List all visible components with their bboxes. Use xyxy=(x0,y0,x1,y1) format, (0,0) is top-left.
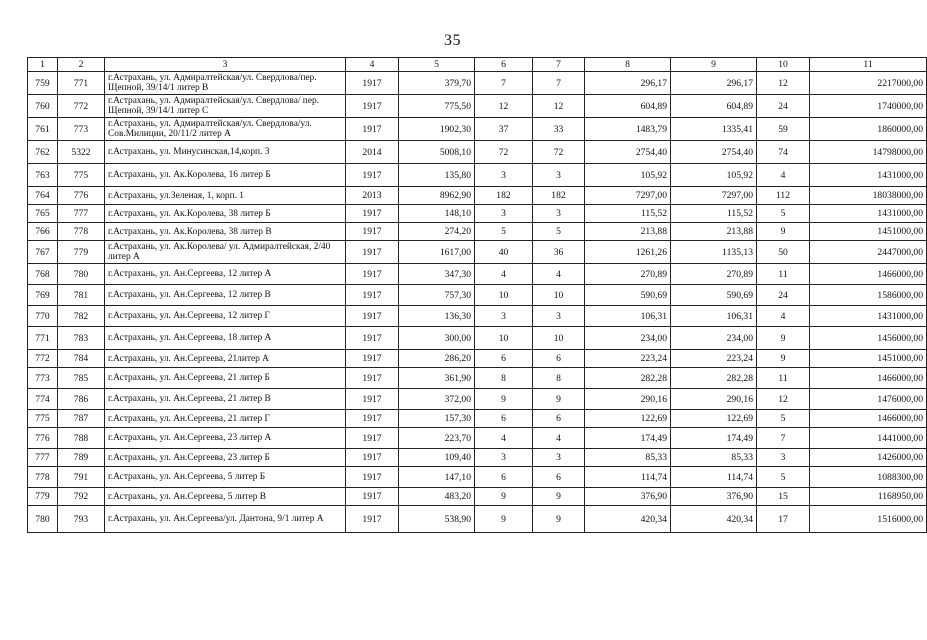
col6-count-cell: 5 xyxy=(475,223,533,241)
column-header: 8 xyxy=(585,58,671,72)
col8-area-cell: 174,49 xyxy=(585,428,671,449)
registry-number-cell: 791 xyxy=(58,467,105,488)
total-area-cell: 300,00 xyxy=(399,327,475,350)
col8-area-cell: 1261,26 xyxy=(585,241,671,264)
total-area-cell: 372,00 xyxy=(399,389,475,410)
amount-cell: 1466000,00 xyxy=(810,410,927,428)
col7-count-cell: 7 xyxy=(533,72,585,95)
total-area-cell: 1902,30 xyxy=(399,118,475,141)
amount-cell: 1431000,00 xyxy=(810,306,927,327)
address-cell: г.Астрахань, ул. Ан.Сергеева/ул. Дантона, 9/1 литер А xyxy=(105,506,346,533)
address-cell: г.Астрахань, ул. Адмиралтейская/ул. Свердлова/ пер. Щепной, 39/14/1 литер С xyxy=(105,95,346,118)
col8-area-cell: 223,24 xyxy=(585,350,671,368)
total-area-cell: 286,20 xyxy=(399,350,475,368)
col7-count-cell: 10 xyxy=(533,327,585,350)
amount-cell: 1426000,00 xyxy=(810,449,927,467)
col8-area-cell: 420,34 xyxy=(585,506,671,533)
table-row xyxy=(28,141,927,164)
amount-cell: 1456000,00 xyxy=(810,327,927,350)
total-area-cell: 361,90 xyxy=(399,368,475,389)
col7-count-cell: 10 xyxy=(533,285,585,306)
col8-area-cell: 1483,79 xyxy=(585,118,671,141)
col9-area-cell: 85,33 xyxy=(671,449,757,467)
col7-count-cell: 33 xyxy=(533,118,585,141)
col7-count-cell: 8 xyxy=(533,368,585,389)
total-area-cell: 136,30 xyxy=(399,306,475,327)
row-number-cell: 760 xyxy=(28,95,58,118)
table-row xyxy=(28,264,927,285)
address-cell: г.Астрахань, ул. Ан.Сергеева, 21литер А xyxy=(105,350,346,368)
address-cell: г.Астрахань, ул. Адмиралтейская/ул. Свердлова/пер. Щепной, 39/14/1 литер В xyxy=(105,72,346,95)
table-row xyxy=(28,350,927,368)
table-row xyxy=(28,506,927,533)
year-built-cell: 1917 xyxy=(346,241,399,264)
amount-cell: 1451000,00 xyxy=(810,350,927,368)
total-area-cell: 538,90 xyxy=(399,506,475,533)
col6-count-cell: 37 xyxy=(475,118,533,141)
row-number-cell: 779 xyxy=(28,488,58,506)
column-header: 11 xyxy=(810,58,927,72)
page-number: 35 xyxy=(444,32,461,49)
amount-cell: 2217000,00 xyxy=(810,72,927,95)
col6-count-cell: 6 xyxy=(475,350,533,368)
table-row xyxy=(28,488,927,506)
col9-area-cell: 174,49 xyxy=(671,428,757,449)
total-area-cell: 757,30 xyxy=(399,285,475,306)
year-built-cell: 1917 xyxy=(346,72,399,95)
address-cell: г.Астрахань, ул. Ан.Сергеева, 12 литер В xyxy=(105,285,346,306)
col10-count-cell: 5 xyxy=(757,467,810,488)
column-header: 1 xyxy=(28,58,58,72)
row-number-cell: 771 xyxy=(28,327,58,350)
col9-area-cell: 290,16 xyxy=(671,389,757,410)
table-row xyxy=(28,327,927,350)
address-cell: г.Астрахань, ул. Минусинская,14,корп. 3 xyxy=(105,141,346,164)
address-cell: г.Астрахань, ул. Ан.Сергеева, 21 литер В xyxy=(105,389,346,410)
row-number-cell: 768 xyxy=(28,264,58,285)
col10-count-cell: 9 xyxy=(757,350,810,368)
row-number-cell: 763 xyxy=(28,164,58,187)
total-area-cell: 157,30 xyxy=(399,410,475,428)
address-cell: г.Астрахань, ул. Ак.Королева, 38 литер Б xyxy=(105,205,346,223)
col10-count-cell: 50 xyxy=(757,241,810,264)
col7-count-cell: 3 xyxy=(533,164,585,187)
table-row xyxy=(28,410,927,428)
col9-area-cell: 122,69 xyxy=(671,410,757,428)
col10-count-cell: 11 xyxy=(757,264,810,285)
column-header: 2 xyxy=(58,58,105,72)
column-header: 6 xyxy=(475,58,533,72)
amount-cell: 1441000,00 xyxy=(810,428,927,449)
year-built-cell: 1917 xyxy=(346,389,399,410)
column-header: 4 xyxy=(346,58,399,72)
col9-area-cell: 7297,00 xyxy=(671,187,757,205)
table-row xyxy=(28,449,927,467)
col6-count-cell: 3 xyxy=(475,306,533,327)
registry-number-cell: 784 xyxy=(58,350,105,368)
year-built-cell: 1917 xyxy=(346,95,399,118)
col9-area-cell: 223,24 xyxy=(671,350,757,368)
year-built-cell: 1917 xyxy=(346,306,399,327)
col7-count-cell: 36 xyxy=(533,241,585,264)
amount-cell: 1740000,00 xyxy=(810,95,927,118)
col10-count-cell: 5 xyxy=(757,205,810,223)
year-built-cell: 1917 xyxy=(346,410,399,428)
column-number-row xyxy=(28,58,927,72)
col10-count-cell: 5 xyxy=(757,410,810,428)
col9-area-cell: 1135,13 xyxy=(671,241,757,264)
total-area-cell: 148,10 xyxy=(399,205,475,223)
col10-count-cell: 9 xyxy=(757,327,810,350)
col8-area-cell: 106,31 xyxy=(585,306,671,327)
registry-number-cell: 792 xyxy=(58,488,105,506)
col10-count-cell: 17 xyxy=(757,506,810,533)
col7-count-cell: 9 xyxy=(533,389,585,410)
row-number-cell: 765 xyxy=(28,205,58,223)
year-built-cell: 2014 xyxy=(346,141,399,164)
col7-count-cell: 12 xyxy=(533,95,585,118)
year-built-cell: 1917 xyxy=(346,264,399,285)
col10-count-cell: 9 xyxy=(757,223,810,241)
table-row xyxy=(28,118,927,141)
col8-area-cell: 115,52 xyxy=(585,205,671,223)
row-number-cell: 767 xyxy=(28,241,58,264)
col10-count-cell: 24 xyxy=(757,285,810,306)
registry-number-cell: 788 xyxy=(58,428,105,449)
year-built-cell: 1917 xyxy=(346,327,399,350)
col7-count-cell: 4 xyxy=(533,264,585,285)
registry-number-cell: 773 xyxy=(58,118,105,141)
amount-cell: 1516000,00 xyxy=(810,506,927,533)
col7-count-cell: 72 xyxy=(533,141,585,164)
address-cell: г.Астрахань, ул.Зеленая, 1, корп. 1 xyxy=(105,187,346,205)
col6-count-cell: 3 xyxy=(475,205,533,223)
total-area-cell: 775,50 xyxy=(399,95,475,118)
col7-count-cell: 6 xyxy=(533,350,585,368)
address-cell: г.Астрахань, ул. Ак.Королева, 38 литер В xyxy=(105,223,346,241)
col8-area-cell: 296,17 xyxy=(585,72,671,95)
row-number-cell: 777 xyxy=(28,449,58,467)
column-header: 10 xyxy=(757,58,810,72)
amount-cell: 1431000,00 xyxy=(810,205,927,223)
amount-cell: 14798000,00 xyxy=(810,141,927,164)
col6-count-cell: 3 xyxy=(475,449,533,467)
registry-number-cell: 789 xyxy=(58,449,105,467)
col7-count-cell: 5 xyxy=(533,223,585,241)
col10-count-cell: 15 xyxy=(757,488,810,506)
col8-area-cell: 270,89 xyxy=(585,264,671,285)
col8-area-cell: 213,88 xyxy=(585,223,671,241)
col6-count-cell: 9 xyxy=(475,488,533,506)
col10-count-cell: 12 xyxy=(757,72,810,95)
year-built-cell: 1917 xyxy=(346,205,399,223)
col8-area-cell: 234,00 xyxy=(585,327,671,350)
col9-area-cell: 420,34 xyxy=(671,506,757,533)
col10-count-cell: 4 xyxy=(757,164,810,187)
table-row xyxy=(28,95,927,118)
row-number-cell: 773 xyxy=(28,368,58,389)
total-area-cell: 347,30 xyxy=(399,264,475,285)
address-cell: г.Астрахань, ул. Ан.Сергеева, 23 литер Б xyxy=(105,449,346,467)
year-built-cell: 2013 xyxy=(346,187,399,205)
col10-count-cell: 3 xyxy=(757,449,810,467)
column-header: 3 xyxy=(105,58,346,72)
col6-count-cell: 182 xyxy=(475,187,533,205)
col6-count-cell: 9 xyxy=(475,389,533,410)
col8-area-cell: 122,69 xyxy=(585,410,671,428)
row-number-cell: 776 xyxy=(28,428,58,449)
amount-cell: 2447000,00 xyxy=(810,241,927,264)
row-number-cell: 759 xyxy=(28,72,58,95)
total-area-cell: 1617,00 xyxy=(399,241,475,264)
total-area-cell: 379,70 xyxy=(399,72,475,95)
col6-count-cell: 72 xyxy=(475,141,533,164)
table-row xyxy=(28,306,927,327)
year-built-cell: 1917 xyxy=(346,368,399,389)
address-cell: г.Астрахань, ул. Ан.Сергеева, 5 литер В xyxy=(105,488,346,506)
col6-count-cell: 8 xyxy=(475,368,533,389)
col8-area-cell: 114,74 xyxy=(585,467,671,488)
table-row xyxy=(28,368,927,389)
registry-number-cell: 783 xyxy=(58,327,105,350)
year-built-cell: 1917 xyxy=(346,350,399,368)
row-number-cell: 774 xyxy=(28,389,58,410)
col9-area-cell: 604,89 xyxy=(671,95,757,118)
registry-number-cell: 786 xyxy=(58,389,105,410)
registry-number-cell: 780 xyxy=(58,264,105,285)
table-row xyxy=(28,428,927,449)
table-row xyxy=(28,285,927,306)
col9-area-cell: 115,52 xyxy=(671,205,757,223)
address-cell: г.Астрахань, ул. Ак.Королева/ ул. Адмиралтейская, 2/40 литер А xyxy=(105,241,346,264)
col6-count-cell: 7 xyxy=(475,72,533,95)
address-cell: г.Астрахань, ул. Ан.Сергеева, 21 литер Г xyxy=(105,410,346,428)
col7-count-cell: 6 xyxy=(533,410,585,428)
col9-area-cell: 105,92 xyxy=(671,164,757,187)
amount-cell: 18038000,00 xyxy=(810,187,927,205)
col9-area-cell: 282,28 xyxy=(671,368,757,389)
col9-area-cell: 376,90 xyxy=(671,488,757,506)
table-row xyxy=(28,187,927,205)
registry-number-cell: 771 xyxy=(58,72,105,95)
row-number-cell: 766 xyxy=(28,223,58,241)
table-row xyxy=(28,72,927,95)
col9-area-cell: 106,31 xyxy=(671,306,757,327)
amount-cell: 1466000,00 xyxy=(810,264,927,285)
year-built-cell: 1917 xyxy=(346,467,399,488)
col8-area-cell: 282,28 xyxy=(585,368,671,389)
table-row xyxy=(28,241,927,264)
row-number-cell: 762 xyxy=(28,141,58,164)
total-area-cell: 483,20 xyxy=(399,488,475,506)
total-area-cell: 109,40 xyxy=(399,449,475,467)
amount-cell: 1168950,00 xyxy=(810,488,927,506)
col10-count-cell: 4 xyxy=(757,306,810,327)
col6-count-cell: 4 xyxy=(475,264,533,285)
amount-cell: 1451000,00 xyxy=(810,223,927,241)
col10-count-cell: 59 xyxy=(757,118,810,141)
col9-area-cell: 590,69 xyxy=(671,285,757,306)
housing-register-table xyxy=(27,57,927,533)
amount-cell: 1466000,00 xyxy=(810,368,927,389)
col10-count-cell: 74 xyxy=(757,141,810,164)
col9-area-cell: 296,17 xyxy=(671,72,757,95)
year-built-cell: 1917 xyxy=(346,164,399,187)
col6-count-cell: 10 xyxy=(475,285,533,306)
address-cell: г.Астрахань, ул. Ан.Сергеева, 12 литер Г xyxy=(105,306,346,327)
col7-count-cell: 3 xyxy=(533,205,585,223)
col9-area-cell: 270,89 xyxy=(671,264,757,285)
col10-count-cell: 11 xyxy=(757,368,810,389)
address-cell: г.Астрахань, ул. Ан.Сергеева, 12 литер А xyxy=(105,264,346,285)
col9-area-cell: 114,74 xyxy=(671,467,757,488)
row-number-cell: 780 xyxy=(28,506,58,533)
col10-count-cell: 24 xyxy=(757,95,810,118)
col8-area-cell: 85,33 xyxy=(585,449,671,467)
amount-cell: 1088300,00 xyxy=(810,467,927,488)
registry-number-cell: 793 xyxy=(58,506,105,533)
col6-count-cell: 6 xyxy=(475,410,533,428)
table-row xyxy=(28,467,927,488)
row-number-cell: 778 xyxy=(28,467,58,488)
col8-area-cell: 604,89 xyxy=(585,95,671,118)
total-area-cell: 5008,10 xyxy=(399,141,475,164)
table-row xyxy=(28,164,927,187)
col8-area-cell: 2754,40 xyxy=(585,141,671,164)
col8-area-cell: 290,16 xyxy=(585,389,671,410)
total-area-cell: 147,10 xyxy=(399,467,475,488)
col6-count-cell: 10 xyxy=(475,327,533,350)
registry-number-cell: 779 xyxy=(58,241,105,264)
address-cell: г.Астрахань, ул. Ан.Сергеева, 18 литер А xyxy=(105,327,346,350)
column-header: 9 xyxy=(671,58,757,72)
column-header: 5 xyxy=(399,58,475,72)
address-cell: г.Астрахань, ул. Адмиралтейская/ул. Свердлова/ул. Сов.Милиции, 20/11/2 литер А xyxy=(105,118,346,141)
col10-count-cell: 112 xyxy=(757,187,810,205)
total-area-cell: 274,20 xyxy=(399,223,475,241)
registry-number-cell: 778 xyxy=(58,223,105,241)
col7-count-cell: 9 xyxy=(533,488,585,506)
amount-cell: 1586000,00 xyxy=(810,285,927,306)
column-header: 7 xyxy=(533,58,585,72)
registry-number-cell: 776 xyxy=(58,187,105,205)
year-built-cell: 1917 xyxy=(346,488,399,506)
col9-area-cell: 234,00 xyxy=(671,327,757,350)
total-area-cell: 223,70 xyxy=(399,428,475,449)
registry-number-cell: 785 xyxy=(58,368,105,389)
row-number-cell: 770 xyxy=(28,306,58,327)
year-built-cell: 1917 xyxy=(346,285,399,306)
col8-area-cell: 7297,00 xyxy=(585,187,671,205)
col9-area-cell: 213,88 xyxy=(671,223,757,241)
registry-number-cell: 775 xyxy=(58,164,105,187)
col10-count-cell: 7 xyxy=(757,428,810,449)
address-cell: г.Астрахань, ул. Ак.Королева, 16 литер Б xyxy=(105,164,346,187)
col7-count-cell: 3 xyxy=(533,306,585,327)
row-number-cell: 772 xyxy=(28,350,58,368)
registry-number-cell: 782 xyxy=(58,306,105,327)
year-built-cell: 1917 xyxy=(346,449,399,467)
col6-count-cell: 4 xyxy=(475,428,533,449)
col6-count-cell: 40 xyxy=(475,241,533,264)
year-built-cell: 1917 xyxy=(346,118,399,141)
col7-count-cell: 6 xyxy=(533,467,585,488)
table-row xyxy=(28,223,927,241)
registry-number-cell: 777 xyxy=(58,205,105,223)
address-cell: г.Астрахань, ул. Ан.Сергеева, 23 литер А xyxy=(105,428,346,449)
amount-cell: 1476000,00 xyxy=(810,389,927,410)
col8-area-cell: 376,90 xyxy=(585,488,671,506)
address-cell: г.Астрахань, ул. Ан.Сергеева, 5 литер Б xyxy=(105,467,346,488)
col10-count-cell: 12 xyxy=(757,389,810,410)
col8-area-cell: 105,92 xyxy=(585,164,671,187)
registry-number-cell: 5322 xyxy=(58,141,105,164)
year-built-cell: 1917 xyxy=(346,428,399,449)
amount-cell: 1431000,00 xyxy=(810,164,927,187)
registry-number-cell: 787 xyxy=(58,410,105,428)
col6-count-cell: 12 xyxy=(475,95,533,118)
col9-area-cell: 1335,41 xyxy=(671,118,757,141)
col8-area-cell: 590,69 xyxy=(585,285,671,306)
total-area-cell: 8962,90 xyxy=(399,187,475,205)
row-number-cell: 764 xyxy=(28,187,58,205)
registry-number-cell: 772 xyxy=(58,95,105,118)
amount-cell: 1860000,00 xyxy=(810,118,927,141)
col9-area-cell: 2754,40 xyxy=(671,141,757,164)
row-number-cell: 769 xyxy=(28,285,58,306)
year-built-cell: 1917 xyxy=(346,506,399,533)
row-number-cell: 775 xyxy=(28,410,58,428)
col6-count-cell: 3 xyxy=(475,164,533,187)
col7-count-cell: 9 xyxy=(533,506,585,533)
col7-count-cell: 3 xyxy=(533,449,585,467)
address-cell: г.Астрахань, ул. Ан.Сергеева, 21 литер Б xyxy=(105,368,346,389)
row-number-cell: 761 xyxy=(28,118,58,141)
col7-count-cell: 4 xyxy=(533,428,585,449)
table-row xyxy=(28,389,927,410)
table-row xyxy=(28,205,927,223)
year-built-cell: 1917 xyxy=(346,223,399,241)
col7-count-cell: 182 xyxy=(533,187,585,205)
col6-count-cell: 6 xyxy=(475,467,533,488)
registry-number-cell: 781 xyxy=(58,285,105,306)
total-area-cell: 135,80 xyxy=(399,164,475,187)
col6-count-cell: 9 xyxy=(475,506,533,533)
